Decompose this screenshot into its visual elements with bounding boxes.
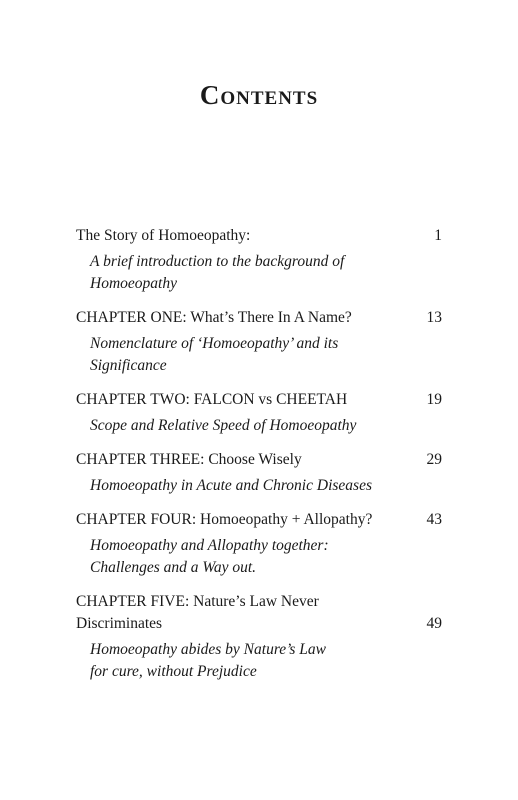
toc-page-number: 29 bbox=[426, 451, 442, 468]
toc-subtitle-line: Significance bbox=[90, 357, 167, 374]
toc-heading-line: CHAPTER THREE: Choose Wisely bbox=[76, 451, 302, 468]
toc-subtitle bbox=[76, 535, 442, 579]
toc-subtitle-line: for cure, without Prejudice bbox=[90, 663, 257, 680]
toc-subtitle bbox=[76, 333, 442, 377]
toc-entry bbox=[76, 389, 442, 437]
toc-page-number: 13 bbox=[426, 309, 442, 326]
toc-heading-line: The Story of Homoeopathy: bbox=[76, 227, 251, 244]
toc-subtitle bbox=[76, 251, 442, 295]
toc-entry bbox=[76, 307, 442, 377]
table-of-contents bbox=[76, 225, 442, 695]
toc-heading-line: CHAPTER FIVE: Nature’s Law Never bbox=[76, 593, 319, 610]
toc-entry bbox=[76, 591, 442, 683]
toc-subtitle-line: A brief introduction to the background of bbox=[90, 253, 345, 270]
toc-heading[interactable] bbox=[76, 509, 442, 531]
toc-subtitle-line: Challenges and a Way out. bbox=[90, 559, 257, 576]
toc-heading[interactable] bbox=[76, 225, 442, 247]
toc-heading[interactable] bbox=[76, 591, 442, 635]
toc-heading[interactable] bbox=[76, 389, 442, 411]
toc-heading-line: CHAPTER ONE: What’s There In A Name? bbox=[76, 309, 352, 326]
toc-subtitle-line: Homoeopathy and Allopathy together: bbox=[90, 537, 329, 554]
toc-subtitle bbox=[76, 415, 442, 437]
toc-page-number: 43 bbox=[426, 511, 442, 528]
toc-subtitle bbox=[76, 639, 442, 683]
toc-subtitle-line: Homoeopathy bbox=[90, 275, 177, 292]
toc-entry bbox=[76, 225, 442, 295]
toc-subtitle-line: Nomenclature of ‘Homoeopathy’ and its bbox=[90, 335, 339, 352]
toc-heading-line: CHAPTER FOUR: Homoeopathy + Allopathy? bbox=[76, 511, 373, 528]
page-title: Contents bbox=[199, 80, 319, 110]
toc-heading[interactable] bbox=[76, 307, 442, 329]
toc-heading-line: CHAPTER TWO: FALCON vs CHEETAH bbox=[76, 391, 348, 408]
toc-subtitle-line: Homoeopathy in Acute and Chronic Diseases bbox=[90, 477, 372, 494]
toc-subtitle-line: Scope and Relative Speed of Homoeopathy bbox=[90, 417, 357, 434]
toc-page-number: 1 bbox=[434, 227, 442, 244]
toc-page-number: 19 bbox=[426, 391, 442, 408]
toc-entry bbox=[76, 449, 442, 497]
toc-page-number: 49 bbox=[426, 615, 442, 632]
toc-subtitle bbox=[76, 475, 442, 497]
toc-heading-line: Discriminates bbox=[76, 615, 163, 632]
toc-entry bbox=[76, 509, 442, 579]
toc-subtitle-line: Homoeopathy abides by Nature’s Law bbox=[90, 641, 326, 658]
toc-heading[interactable] bbox=[76, 449, 442, 471]
